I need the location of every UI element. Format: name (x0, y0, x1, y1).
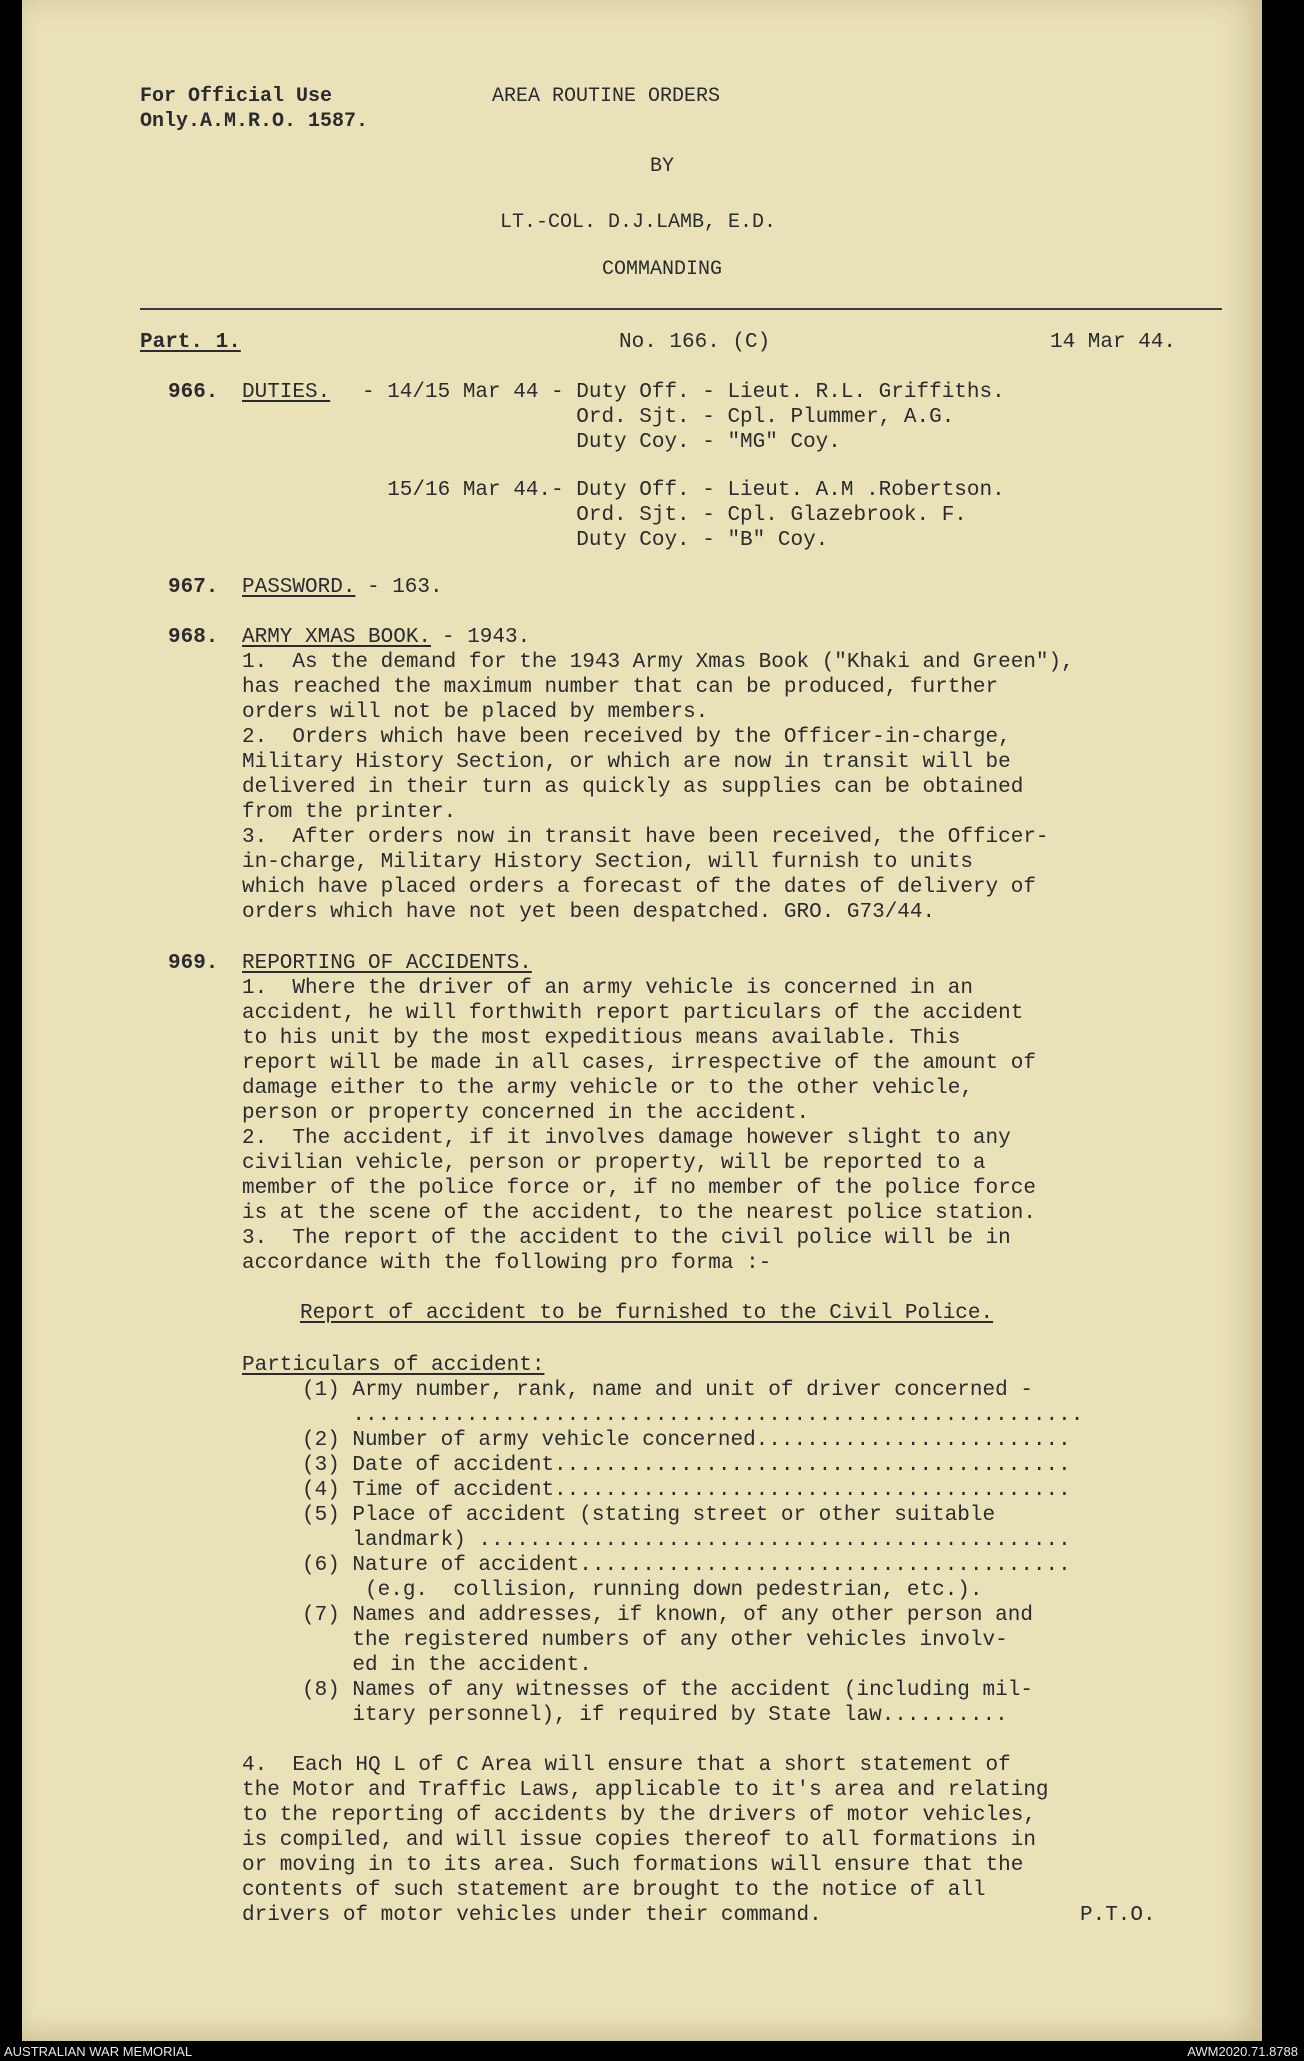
xmas-book-suffix: - 1943. (442, 626, 531, 649)
para4-line: or moving in to its area. Such formations will ensure that the (242, 1854, 1024, 1877)
accidents-line: to his unit by the most expeditious means available. This (242, 1027, 961, 1050)
particulars-heading: Particulars of accident: (242, 1354, 545, 1377)
xmas-book-line: in-charge, Military History Section, will furnish to units (242, 851, 973, 874)
order-number: No. 166. (C) (619, 331, 771, 354)
duties-row: - 14/15 Mar 44 - Duty Off. - Lieut. R.L. Griffiths. (362, 381, 1005, 404)
para4-line: to the reporting of accidents by the drivers of motor vehicles, (242, 1804, 1036, 1827)
xmas-book-line: orders which have not yet been despatched. GRO. G73/44. (242, 901, 936, 924)
report-heading: Report of accident to be furnished to the Civil Police. (300, 1302, 994, 1325)
xmas-book-line: 1. As the demand for the 1943 Army Xmas Book ("Khaki and Green"), (242, 651, 1074, 674)
xmas-book-heading: ARMY XMAS BOOK. (242, 626, 432, 649)
particular-item: ed in the accident. (302, 1654, 592, 1677)
particular-item: (6) Nature of accident....................................... (302, 1554, 1071, 1577)
commanding-line: COMMANDING (602, 258, 723, 281)
particular-item: (e.g. collision, running down pedestrian, etc.). (302, 1579, 983, 1602)
particular-item: (8) Names of any witnesses of the accident (including mil- (302, 1679, 1033, 1702)
footer-right: AWM2020.71.8788 (1187, 2044, 1298, 2059)
password-heading: PASSWORD. (242, 576, 356, 599)
particular-item: (2) Number of army vehicle concerned......................... (302, 1429, 1071, 1452)
particular-item: landmark) ............................................... (302, 1529, 1071, 1552)
part-label: Part. 1. (140, 331, 241, 354)
xmas-book-line: delivered in their turn as quickly as supplies can be obtained (242, 776, 1024, 799)
accidents-line: 3. The report of the accident to the civil police will be in (242, 1227, 1011, 1250)
duties-number: 966. (168, 381, 219, 404)
accidents-line: 1. Where the driver of an army vehicle is concerned in an (242, 977, 973, 1000)
duties-row: 15/16 Mar 44.- Duty Off. - Lieut. A.M .Robertson. (362, 479, 1005, 502)
particular-item: itary personnel), if required by State law.......... (302, 1704, 1008, 1727)
accidents-line: damage either to the army vehicle or to the other vehicle, (242, 1077, 973, 1100)
particular-item: (7) Names and addresses, if known, of any other person and (302, 1604, 1033, 1627)
official-use-line1: For Official Use (140, 85, 333, 108)
xmas-book-line: which have placed orders a forecast of the dates of delivery of (242, 876, 1036, 899)
xmas-book-line: 3. After orders now in transit have been received, the Officer- (242, 826, 1049, 849)
duties-row: Ord. Sjt. - Cpl. Glazebrook. F. (362, 504, 967, 527)
particular-item: the registered numbers of any other vehicles involv- (302, 1629, 1008, 1652)
accidents-line: report will be made in all cases, irrespective of the amount of (242, 1052, 1036, 1075)
para4-line: drivers of motor vehicles under their command. (242, 1904, 822, 1927)
accidents-line: civilian vehicle, person or property, will be reported to a (242, 1152, 986, 1175)
order-date: 14 Mar 44. (1050, 331, 1177, 354)
accidents-line: member of the police force or, if no member of the police force (242, 1177, 1036, 1200)
by-line: BY (650, 155, 675, 178)
duties-row: Duty Coy. - "MG" Coy. (362, 431, 841, 454)
accidents-heading: REPORTING OF ACCIDENTS. (242, 952, 532, 975)
xmas-book-line: 2. Orders which have been received by the Officer-in-charge, (242, 726, 1011, 749)
header-rule (140, 308, 1222, 310)
official-use-line2: Only.A.M.R.O. 1587. (140, 110, 369, 133)
duties-heading: DUTIES. (242, 381, 331, 404)
footer-left: AUSTRALIAN WAR MEMORIAL (4, 2044, 193, 2059)
accidents-line: person or property concerned in the accident. (242, 1102, 810, 1125)
duties-row: Duty Coy. - "B" Coy. (362, 529, 829, 552)
particular-item: (5) Place of accident (stating street or other suitable (302, 1504, 996, 1527)
xmas-book-line: Military History Section, or which are now in transit will be (242, 751, 1011, 774)
particular-item: (4) Time of accident......................................... (302, 1479, 1071, 1502)
document-title: AREA ROUTINE ORDERS (492, 85, 721, 108)
pto-mark: P.T.O. (1080, 1904, 1156, 1927)
accidents-line: 2. The accident, if it involves damage however slight to any (242, 1127, 1011, 1150)
para4-line: is compiled, and will issue copies thereof to all formations in (242, 1829, 1036, 1852)
officer-name: LT.-COL. D.J.LAMB, E.D. (500, 211, 777, 234)
accidents-number: 969. (168, 952, 219, 975)
particular-item: .......................................................... (302, 1404, 1084, 1427)
accidents-line: is at the scene of the accident, to the nearest police station. (242, 1202, 1036, 1225)
duties-row: Ord. Sjt. - Cpl. Plummer, A.G. (362, 406, 955, 429)
password-number: 967. (168, 576, 219, 599)
password-value: - 163. (367, 576, 443, 599)
particular-item: (3) Date of accident......................................... (302, 1454, 1071, 1477)
accidents-line: accident, he will forthwith report particulars of the accident (242, 1002, 1024, 1025)
xmas-book-line: has reached the maximum number that can be produced, further (242, 676, 999, 699)
document-page (22, 0, 1262, 2041)
para4-line: contents of such statement are brought to the notice of all (242, 1879, 986, 1902)
xmas-book-number: 968. (168, 626, 219, 649)
xmas-book-line: from the printer. (242, 801, 457, 824)
xmas-book-line: orders will not be placed by members. (242, 701, 709, 724)
para4-line: the Motor and Traffic Laws, applicable to it's area and relating (242, 1779, 1049, 1802)
archive-footer (0, 2041, 1304, 2061)
para4-line: 4. Each HQ L of C Area will ensure that a short statement of (242, 1754, 1011, 1777)
particular-item: (1) Army number, rank, name and unit of driver concerned - (302, 1379, 1033, 1402)
accidents-line: accordance with the following pro forma :- (242, 1252, 772, 1275)
